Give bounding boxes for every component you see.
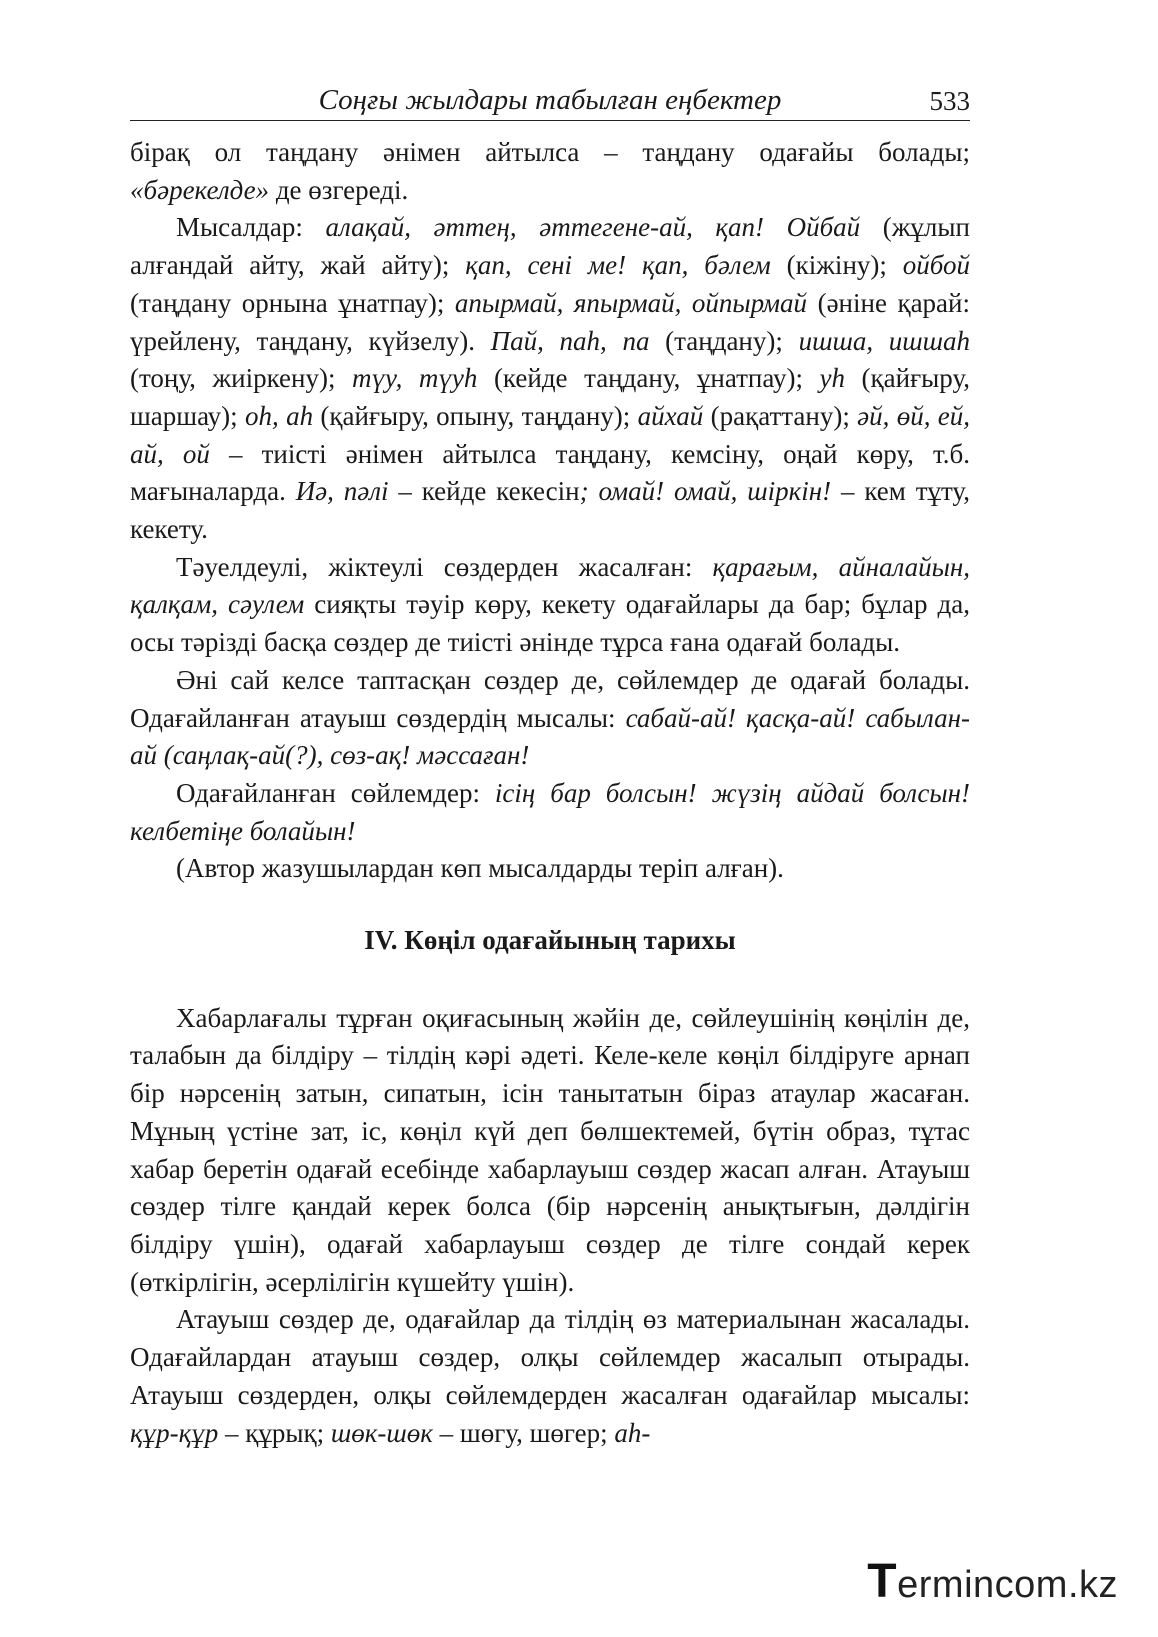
italic-example-text: «бәрекелде»: [130, 174, 270, 205]
text-run: Тәуелдеулі, жіктеулі сөздерден жасалған:: [176, 551, 713, 582]
paragraph: [130, 209, 970, 548]
text-run: (кейде таңдану, ұнатпау);: [477, 363, 820, 394]
section-title: IV. Көңіл одағайының тарихы: [364, 925, 736, 956]
italic-example-text: түу, түуһ: [351, 363, 478, 394]
italic-example-text: қап, сені ме! қап, бәлем: [465, 250, 771, 281]
text-run: (әніне қарай: үрейлену, таңдану, күйзелу).: [130, 287, 970, 356]
italic-example-text: Иә, пәлі –: [295, 476, 412, 507]
italic-example-text: алақай, әттең, әттегене-ай, қап! Ойбай: [325, 212, 861, 243]
text-run: – тиісті әнімен айтылса таңдану, кемсіну, оңай көру, т.б. мағыналарда.: [130, 438, 971, 507]
text-run: (тоңу, жиіркену);: [130, 363, 352, 394]
italic-example-text: әй, өй, ей, ай, ой: [130, 400, 971, 469]
text-run: (қайғыру, шаршау);: [130, 363, 970, 431]
watermark-text: ermincom: [897, 1564, 1068, 1606]
paragraph: [130, 662, 970, 775]
paragraph-group: [130, 1000, 970, 1452]
text-run: сияқты тәуір көру, кекету одағайлары да бар; бұлар да, осы тәрізді басқа сөздер де тиісті әнінде тұрса ғана одағай болады.: [130, 589, 970, 658]
page-number: 533: [929, 86, 970, 116]
paragraph-group: [130, 134, 970, 888]
italic-example-text: құр-құр: [130, 1417, 219, 1448]
text-run: (жұлып алғандай айту, жай айту);: [130, 212, 970, 281]
paragraph: [130, 1301, 970, 1452]
page-body: [130, 134, 970, 1452]
text-run: Хабарлағалы тұрған оқиғасының жәйін де, сөйлеушінің көңілін де, талабын да білдіру – тілдің кәрі әдеті. Келе-келе көңіл білдіруге арнап бір нәрсенің затын, сипатын, ісін танытатын біраз атаулар жасаған. Мұның үстіне зат, іс, көңіл күй деп бөлшектемей, бүтін образ, тұтас хабар беретін одағай есебінде хабарлауыш сөздер жасап алған. Атауыш сөздер тілге қандай керек болса (бір нәрсенің анықтығын, дәлдігін білдіру үшін), одағай хабарлауыш сөздер де тілге сондай керек (өткірлігін, әсерлілігін күшейту үшін).: [130, 1002, 970, 1297]
italic-example-text: ойбой: [902, 250, 970, 281]
text-run: (таңдану);: [649, 325, 799, 356]
text-run: кем тұту, кекету.: [130, 476, 970, 545]
text-run: – құрық;: [218, 1417, 331, 1448]
italic-example-text: аһ-: [614, 1417, 651, 1448]
text-run: Мысалдар:: [176, 212, 326, 243]
running-header: [130, 80, 970, 121]
paragraph: [130, 1000, 970, 1302]
text-run: – шөгу, шөгер;: [432, 1417, 615, 1448]
text-run: Одағайланған сөйлемдер:: [176, 777, 495, 808]
text-run: (таңдану орнына ұнатпау);: [130, 287, 455, 318]
italic-example-text: сабай-ай! қасқа-ай! сабылан-ай (саңлақ-ай(?), сөз-ақ! мәссаған!: [130, 702, 970, 771]
italic-example-text: ісің бар болсын! жүзің айдай болсын! келбетіңе болайын!: [130, 777, 971, 846]
text-run: Атауыш сөздер де, одағайлар да тілдің өз материалынан жасалады. Одағайлардан атауыш сөздер, олқы сөйлемдер жасалып отырады. Атауыш сөздерден, олқы сөйлемдерден жасалған одағайлар мысалы:: [130, 1304, 970, 1410]
italic-example-text: шөк-шөк: [330, 1417, 433, 1448]
italic-example-text: айхай: [637, 400, 704, 431]
paragraph: [130, 850, 970, 888]
italic-example-text: апырмай, япырмай, ойпырмай: [454, 287, 808, 318]
italic-example-text: ишша, ишшаһ: [798, 325, 971, 356]
italic-example-text: уһ: [819, 363, 845, 394]
header-title: Соңғы жылдары табылған еңбектер: [318, 84, 782, 116]
italic-example-text: Пай, паһ, па: [490, 325, 650, 356]
italic-example-text: оһ, аһ: [245, 400, 314, 431]
italic-example-text: ; омай! омай, шіркін! –: [579, 476, 855, 507]
text-run: бірақ ол таңдану әнімен айтылса – таңдану одағайы болады;: [130, 137, 970, 167]
text-run: (қайғыру, опыну, таңдану);: [313, 400, 638, 431]
watermark-letter: T: [867, 1555, 898, 1608]
watermark-domain: .kz: [1067, 1564, 1118, 1606]
text-run: Әні сай келсе таптасқан сөздер де, сөйлемдер де одағай болады. Одағайланған атауыш сөздердің мысалы:: [130, 664, 970, 733]
text-run: де өзгереді.: [269, 174, 409, 205]
paragraph: [130, 775, 970, 850]
text-run: (Автор жазушылардан көп мысалдарды теріп алған).: [176, 853, 784, 884]
italic-example-text: қарағым, айналайын, қалқам, сәулем: [130, 551, 971, 620]
text-run: (кіжіну);: [770, 250, 903, 281]
paragraph: [130, 134, 970, 209]
paragraph: [130, 549, 970, 662]
text-run: кейде кекесін: [411, 476, 580, 507]
text-run: (рақаттану);: [703, 400, 858, 431]
site-watermark-logo: [867, 1554, 1118, 1609]
